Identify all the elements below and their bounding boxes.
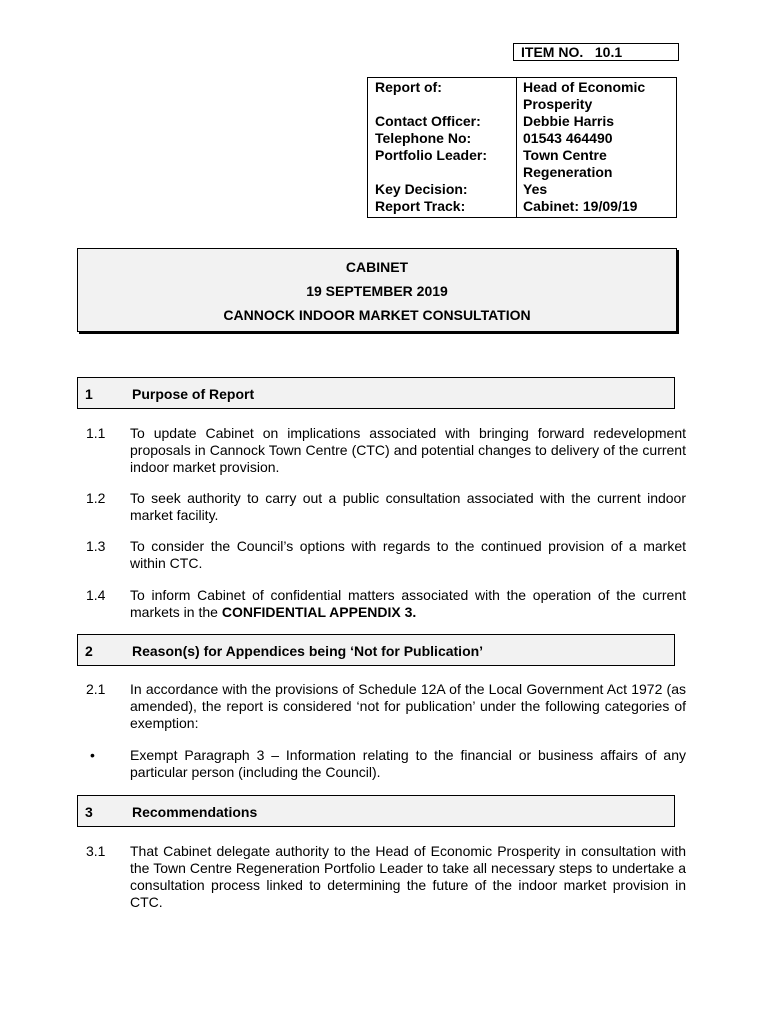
paragraph-2-1 bbox=[86, 681, 686, 732]
paragraph-text: To update Cabinet on implications associated with bringing forward redevelopment proposals in Cannock Town Centre (CTC) and potential changes to delivery of the current indoor market provision. bbox=[130, 425, 686, 475]
key-decision-label: Key Decision: bbox=[375, 181, 468, 197]
telephone-label: Telephone No: bbox=[375, 130, 472, 146]
section-number: 3 bbox=[85, 804, 93, 820]
section-title: Reason(s) for Appendices being ‘Not for Publication’ bbox=[132, 643, 484, 659]
paragraph-text: To seek authority to carry out a public consultation associated with the current indoor market facility. bbox=[130, 490, 686, 523]
section-number: 1 bbox=[85, 386, 93, 402]
paragraph-number: 1.1 bbox=[86, 425, 106, 441]
exemption-bullet bbox=[86, 747, 686, 781]
key-decision-value: Yes bbox=[523, 181, 548, 197]
paragraph-number: 2.1 bbox=[86, 681, 106, 697]
contact-officer-label: Contact Officer: bbox=[375, 113, 481, 129]
item-number: ITEM NO. 10.1 bbox=[521, 44, 623, 60]
report-of-label: Report of: bbox=[375, 79, 442, 95]
portfolio-leader-label: Portfolio Leader: bbox=[375, 147, 488, 163]
report-track-value: Cabinet: 19/09/19 bbox=[523, 198, 638, 214]
bullet-text: Exempt Paragraph 3 – Information relating to the financial or business affairs of any particular person (including the Council). bbox=[130, 747, 686, 780]
paragraph-number: 1.4 bbox=[86, 587, 106, 603]
portfolio-leader-value: Town Centre Regeneration bbox=[523, 147, 613, 180]
report-of-value: Head of Economic Prosperity bbox=[523, 79, 646, 112]
paragraph-text: To consider the Council’s options with regards to the continued provision of a market within CTC. bbox=[130, 538, 686, 571]
bullet-icon: • bbox=[90, 747, 95, 763]
section-title: Purpose of Report bbox=[132, 386, 255, 402]
report-title-box bbox=[77, 248, 677, 332]
item-number-box bbox=[513, 43, 679, 61]
paragraph-number: 3.1 bbox=[86, 843, 106, 859]
table-divider bbox=[516, 78, 517, 217]
meeting-date: 19 SEPTEMBER 2019 bbox=[306, 283, 448, 299]
paragraph-body: To inform Cabinet of confidential matters associated with the operation of the current markets in the bbox=[130, 587, 686, 620]
report-title: CANNOCK INDOOR MARKET CONSULTATION bbox=[223, 307, 531, 323]
paragraph-number: 1.2 bbox=[86, 490, 106, 506]
section-heading-3 bbox=[77, 795, 675, 827]
paragraph-number: 1.3 bbox=[86, 538, 106, 554]
paragraph-1-2 bbox=[86, 490, 686, 524]
section-heading-1 bbox=[77, 377, 675, 409]
report-info-table bbox=[367, 77, 677, 218]
section-number: 2 bbox=[85, 643, 93, 659]
telephone-value: 01543 464490 bbox=[523, 130, 613, 146]
section-title: Recommendations bbox=[132, 804, 258, 820]
contact-officer-value: Debbie Harris bbox=[523, 113, 615, 129]
appendix-reference: CONFIDENTIAL APPENDIX 3. bbox=[221, 604, 417, 620]
paragraph-3-1 bbox=[86, 843, 686, 911]
paragraph-text: That Cabinet delegate authority to the Head of Economic Prosperity in consultation with the Town Centre Regeneration Portfolio Leader to take all necessary steps to undertake a consultation process linked to determining the future of the indoor market provision in CTC. bbox=[130, 843, 686, 910]
section-heading-2 bbox=[77, 634, 675, 666]
paragraph-1-3 bbox=[86, 538, 686, 572]
paragraph-1-4 bbox=[86, 587, 686, 621]
paragraph-text bbox=[130, 587, 686, 621]
paragraph-1-1 bbox=[86, 425, 686, 476]
meeting-name: CABINET bbox=[345, 259, 409, 275]
report-track-label: Report Track: bbox=[375, 198, 466, 214]
paragraph-text: In accordance with the provisions of Schedule 12A of the Local Government Act 1972 (as amended), the report is considered ‘not for publication’ under the following categories of exemption: bbox=[130, 681, 686, 731]
